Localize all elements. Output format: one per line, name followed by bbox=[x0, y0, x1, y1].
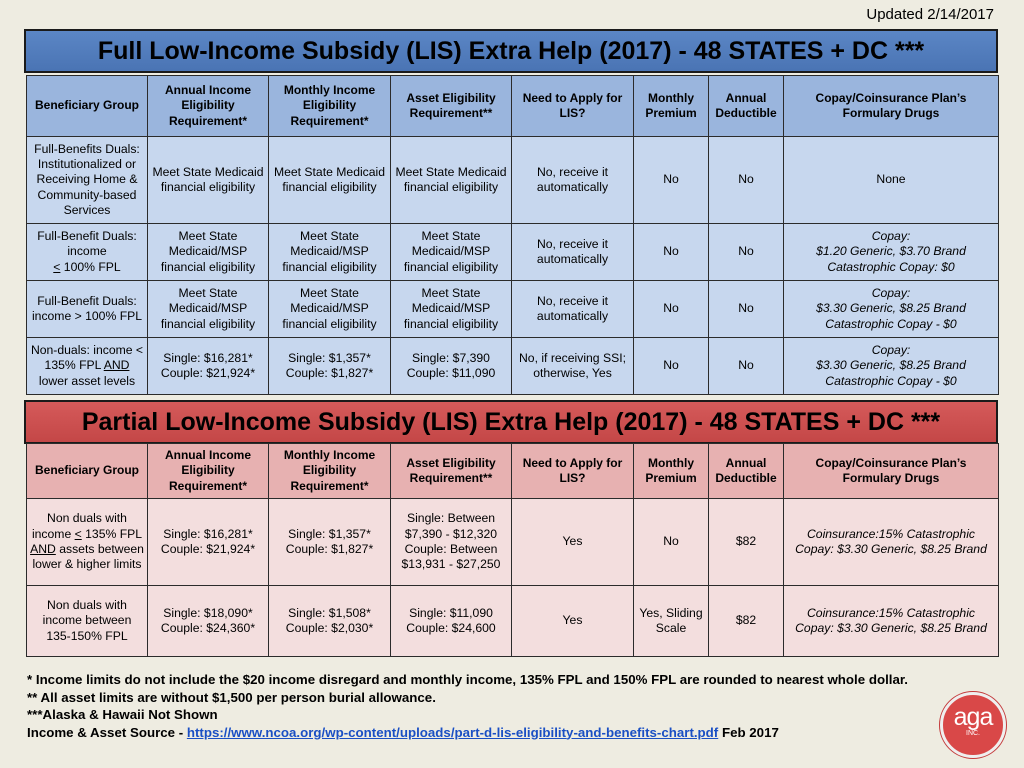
couple-value: Couple: $2,030* bbox=[285, 621, 374, 635]
cell-asset: Meet State Medicaid/MSP financial eligibility bbox=[391, 281, 512, 338]
full-header-row bbox=[27, 76, 999, 137]
cell-group: Full-Benefit Duals: income > 100% FPL bbox=[27, 281, 148, 338]
group-text: lower asset levels bbox=[38, 373, 136, 388]
copay-line: Catastrophic Copay - $0 bbox=[825, 373, 957, 388]
copay-line: Coinsurance:15% Catastrophic bbox=[806, 526, 975, 541]
cell-monthly: Meet State Medicaid/MSP financial eligibility bbox=[269, 224, 391, 281]
cell-copay bbox=[784, 224, 999, 281]
cell-deductible: No bbox=[709, 137, 784, 224]
source-link[interactable]: https://www.ncoa.org/wp-content/uploads/part-d-lis-eligibility-and-benefits-chart.pdf bbox=[186, 724, 719, 740]
cell-copay bbox=[784, 137, 999, 224]
copay-line: $1.20 Generic, $3.70 Brand bbox=[816, 244, 966, 259]
single-value: Single: $16,281* bbox=[163, 350, 253, 365]
group-text: Full-Benefit Duals: income bbox=[37, 229, 137, 259]
single-value: Single: $16,281* bbox=[163, 526, 253, 541]
cell-deductible: $82 bbox=[709, 586, 784, 657]
header-monthly-income: Monthly Income Eligibility Requirement* bbox=[269, 76, 391, 137]
header-beneficiary-group: Beneficiary Group bbox=[27, 76, 148, 137]
cell-monthly bbox=[269, 499, 391, 586]
cell-group: Non duals with income between 135-150% FPL bbox=[27, 586, 148, 657]
cell-apply: No, receive it automatically bbox=[512, 281, 634, 338]
couple-value: Couple: $21,924* bbox=[160, 366, 256, 380]
header-annual-deductible: Annual Deductible bbox=[709, 444, 784, 499]
footnote-source bbox=[27, 724, 967, 742]
header-annual-deductible: Annual Deductible bbox=[709, 76, 784, 137]
group-text: 135% FPL bbox=[81, 526, 143, 541]
copay-line: None bbox=[876, 172, 906, 187]
cell-deductible: No bbox=[709, 224, 784, 281]
table-row bbox=[27, 499, 999, 586]
cell-copay bbox=[784, 281, 999, 338]
header-monthly-premium: Monthly Premium bbox=[634, 444, 709, 499]
cell-deductible: No bbox=[709, 281, 784, 338]
cell-monthly: Meet State Medicaid/MSP financial eligibility bbox=[269, 281, 391, 338]
cell-premium: No bbox=[634, 338, 709, 395]
cell-group bbox=[27, 499, 148, 586]
group-text: Non duals with income bbox=[31, 511, 127, 541]
cell-apply: Yes bbox=[512, 499, 634, 586]
header-asset: Asset Eligibility Requirement** bbox=[391, 76, 512, 137]
group-text: assets between lower & higher limits bbox=[32, 542, 144, 572]
couple-value: Couple: $21,924* bbox=[160, 542, 256, 556]
footnote-asset: ** All asset limits are without $1,500 per person burial allowance. bbox=[27, 689, 436, 705]
full-lis-table bbox=[26, 75, 999, 395]
header-asset: Asset Eligibility Requirement** bbox=[391, 444, 512, 499]
cell-asset: Single: Between $7,390 - $12,320 Couple: Between $13,931 - $27,250 bbox=[391, 499, 512, 586]
less-equal-symbol: < bbox=[74, 526, 82, 541]
cell-monthly bbox=[269, 338, 391, 395]
cell-premium: No bbox=[634, 281, 709, 338]
header-copay: Copay/Coinsurance Plan’s Formulary Drugs bbox=[784, 444, 999, 499]
cell-copay bbox=[784, 586, 999, 657]
cell-apply: No, receive it automatically bbox=[512, 137, 634, 224]
cell-annual bbox=[148, 499, 269, 586]
couple-value: Couple: $1,827* bbox=[285, 366, 374, 380]
group-and: AND bbox=[103, 358, 130, 373]
table-row bbox=[27, 586, 999, 657]
partial-lis-title: Partial Low-Income Subsidy (LIS) Extra Help (2017) - 48 STATES + DC *** bbox=[24, 400, 998, 444]
cell-annual bbox=[148, 586, 269, 657]
single-value: Single: $18,090* bbox=[163, 605, 253, 620]
cell-annual bbox=[148, 338, 269, 395]
table-row bbox=[27, 137, 999, 224]
cell-group bbox=[27, 338, 148, 395]
cell-apply: Yes bbox=[512, 586, 634, 657]
footnotes bbox=[27, 671, 967, 741]
cell-copay bbox=[784, 499, 999, 586]
footnote-income: * Income limits do not include the $20 income disregard and monthly income, 135% FPL and 150% FPL are rounded to nearest whole dollar. bbox=[27, 672, 909, 687]
copay-line: $3.30 Generic, $8.25 Brand bbox=[816, 301, 966, 316]
logo-text: aga bbox=[953, 703, 993, 731]
couple-value: Couple: $24,360* bbox=[160, 621, 256, 635]
logo-subtext: INC. bbox=[966, 730, 980, 737]
single-value: Single: $11,090 bbox=[409, 605, 493, 620]
cell-premium: No bbox=[634, 137, 709, 224]
couple-value: Couple: $24,600 bbox=[406, 621, 496, 635]
cell-group: Full-Benefits Duals: Institutionalized or Receiving Home & Community-based Services bbox=[27, 137, 148, 224]
cell-asset: Meet State Medicaid financial eligibility bbox=[391, 137, 512, 224]
group-text: 100% FPL bbox=[60, 259, 121, 274]
group-text: Non-duals: income < 135% FPL bbox=[30, 343, 144, 373]
cell-premium: No bbox=[634, 224, 709, 281]
cell-annual: Meet State Medicaid/MSP financial eligibility bbox=[148, 224, 269, 281]
table-row bbox=[27, 224, 999, 281]
footnote-states: ***Alaska & Hawaii Not Shown bbox=[27, 707, 218, 722]
header-annual-income: Annual Income Eligibility Requirement* bbox=[148, 76, 269, 137]
cell-annual: Meet State Medicaid financial eligibility bbox=[148, 137, 269, 224]
cell-asset bbox=[391, 338, 512, 395]
partial-lis-table bbox=[26, 443, 999, 657]
group-and: AND bbox=[30, 542, 56, 556]
couple-value: Couple: $11,090 bbox=[406, 366, 496, 380]
cell-premium: Yes, Sliding Scale bbox=[634, 586, 709, 657]
copay-line: $3.30 Generic, $8.25 Brand bbox=[816, 358, 966, 373]
source-suffix: Feb 2017 bbox=[718, 724, 779, 740]
table-row bbox=[27, 338, 999, 395]
couple-value: Couple: $1,827* bbox=[285, 542, 374, 556]
cell-group bbox=[27, 224, 148, 281]
single-value: Single: $1,357* bbox=[288, 526, 371, 541]
copay-line: Copay: $3.30 Generic, $8.25 Brand bbox=[795, 542, 987, 556]
cell-premium: No bbox=[634, 499, 709, 586]
copay-line: Catastrophic Copay: $0 bbox=[827, 259, 955, 274]
cell-apply: No, if receiving SSI; otherwise, Yes bbox=[512, 338, 634, 395]
header-monthly-premium: Monthly Premium bbox=[634, 76, 709, 137]
header-monthly-income: Monthly Income Eligibility Requirement* bbox=[269, 444, 391, 499]
source-prefix: Income & Asset Source - bbox=[27, 724, 187, 740]
header-need-to-apply: Need to Apply for LIS? bbox=[512, 444, 634, 499]
full-lis-title: Full Low-Income Subsidy (LIS) Extra Help (2017) - 48 STATES + DC *** bbox=[24, 29, 998, 73]
cell-asset bbox=[391, 586, 512, 657]
table-row bbox=[27, 281, 999, 338]
header-copay: Copay/Coinsurance Plan’s Formulary Drugs bbox=[784, 76, 999, 137]
copay-line: Copay: bbox=[871, 343, 911, 358]
cell-deductible: No bbox=[709, 338, 784, 395]
single-value: Single: $1,508* bbox=[288, 605, 371, 620]
less-equal-symbol: < bbox=[53, 259, 61, 274]
cell-annual: Meet State Medicaid/MSP financial eligibility bbox=[148, 281, 269, 338]
copay-line: Copay: $3.30 Generic, $8.25 Brand bbox=[795, 621, 987, 635]
updated-date: Updated 2/14/2017 bbox=[866, 6, 994, 23]
cell-apply: No, receive it automatically bbox=[512, 224, 634, 281]
aga-logo bbox=[940, 692, 1006, 758]
cell-monthly: Meet State Medicaid financial eligibility bbox=[269, 137, 391, 224]
copay-line: Copay: bbox=[871, 286, 911, 301]
header-need-to-apply: Need to Apply for LIS? bbox=[512, 76, 634, 137]
single-value: Single: $1,357* bbox=[288, 350, 371, 365]
cell-copay bbox=[784, 338, 999, 395]
header-beneficiary-group: Beneficiary Group bbox=[27, 444, 148, 499]
cell-monthly bbox=[269, 586, 391, 657]
cell-deductible: $82 bbox=[709, 499, 784, 586]
copay-line: Coinsurance:15% Catastrophic bbox=[806, 605, 975, 620]
copay-line: Copay: bbox=[871, 229, 911, 244]
cell-asset: Meet State Medicaid/MSP financial eligibility bbox=[391, 224, 512, 281]
header-annual-income: Annual Income Eligibility Requirement* bbox=[148, 444, 269, 499]
partial-header-row bbox=[27, 444, 999, 499]
single-value: Single: $7,390 bbox=[412, 350, 490, 365]
copay-line: Catastrophic Copay - $0 bbox=[825, 316, 957, 331]
